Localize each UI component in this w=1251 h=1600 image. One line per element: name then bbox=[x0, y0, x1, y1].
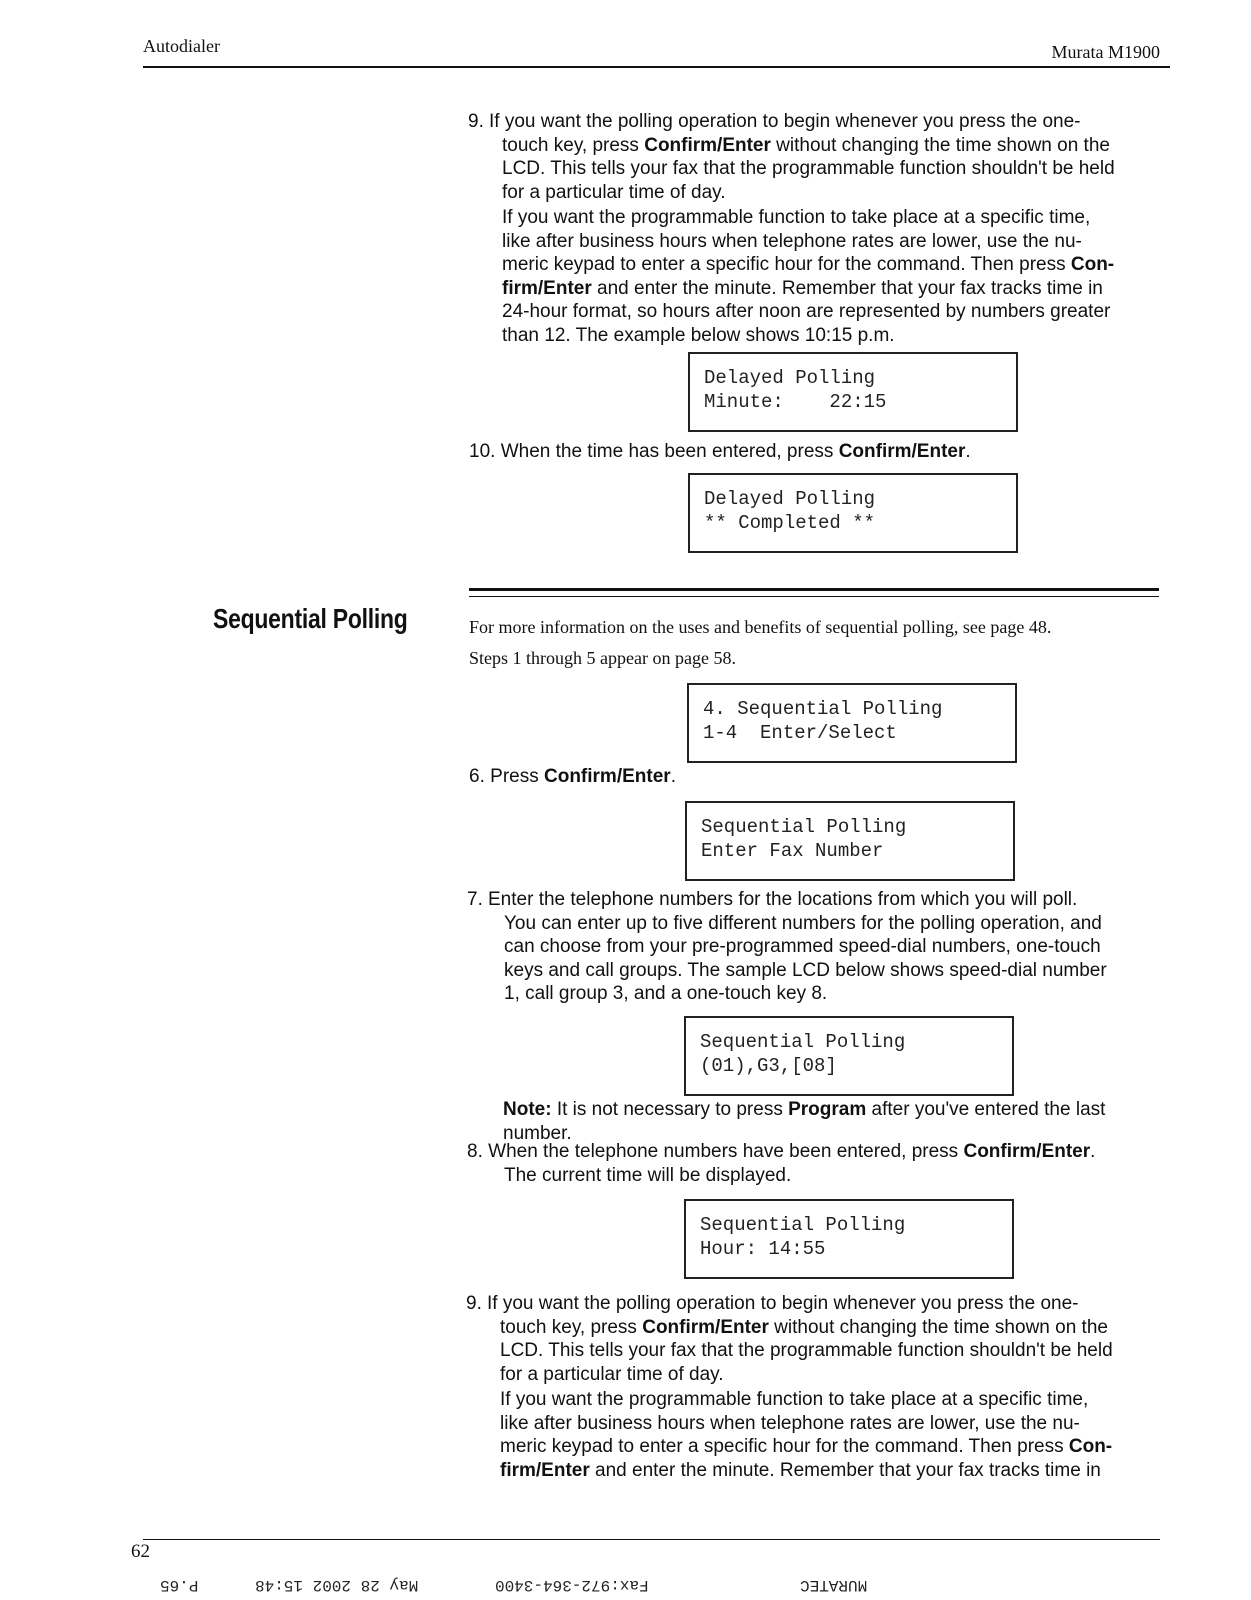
step-line: If you want the programmable function to take place at a specific time, bbox=[502, 207, 1091, 228]
running-header-right: Murata M1900 bbox=[1051, 42, 1160, 62]
section-rule-thin bbox=[469, 596, 1159, 597]
step-line: touch key, press Confirm/Enter without changing the time shown on the bbox=[500, 1316, 1108, 1338]
step-line: meric keypad to enter a specific hour for the command. Then press Con- bbox=[502, 254, 1115, 275]
step-line: firm/Enter and enter the minute. Remember that your fax tracks time in bbox=[500, 1459, 1101, 1481]
step-line: LCD. This tells your fax that the programmable function shouldn't be held bbox=[500, 1340, 1113, 1361]
footer-rule bbox=[143, 1539, 1160, 1540]
step-number: 9. bbox=[466, 1293, 482, 1314]
step-line: You can enter up to five different numbers for the polling operation, and bbox=[504, 912, 1102, 934]
step-line: for a particular time of day. bbox=[500, 1363, 724, 1385]
lcd-display-enter-fax-number: Sequential Polling Enter Fax Number bbox=[685, 801, 1015, 881]
step-line: meric keypad to enter a specific hour for the command. Then press Con- bbox=[500, 1436, 1113, 1457]
step-line: If you want the polling operation to begin whenever you press the one- bbox=[489, 111, 1081, 132]
header-rule bbox=[143, 66, 1170, 68]
intro-text: For more information on the uses and benefits of sequential polling, see page 48. bbox=[469, 617, 1052, 637]
step-line: like after business hours when telephone rates are lower, use the nu- bbox=[502, 230, 1082, 252]
section-title: Sequential Polling bbox=[213, 603, 408, 634]
intro-text: Steps 1 through 5 appear on page 58. bbox=[469, 648, 736, 668]
lcd-display-delayed-completed: Delayed Polling ** Completed ** bbox=[688, 473, 1018, 553]
step-number: 9. bbox=[468, 111, 484, 132]
fax-page: P.65 bbox=[160, 1576, 199, 1594]
step-line: keys and call groups. The sample LCD below shows speed-dial number bbox=[504, 959, 1107, 981]
step-line: Enter the telephone numbers for the locations from which you will poll. bbox=[488, 889, 1078, 910]
fax-sender: MURATEC bbox=[800, 1576, 868, 1594]
step-line: for a particular time of day. bbox=[502, 181, 726, 203]
section-rule-thick bbox=[469, 588, 1159, 591]
step-line: If you want the programmable function to take place at a specific time, bbox=[500, 1389, 1089, 1410]
step-8: 8. When the telephone numbers have been entered, press Confirm/Enter. The current time will be displayed. bbox=[467, 1141, 1096, 1186]
fax-number: Fax:972-364-3400 bbox=[495, 1576, 649, 1594]
step-line: 24-hour format, so hours after noon are represented by numbers greater bbox=[502, 301, 1111, 322]
step-line: LCD. This tells your fax that the programmable function shouldn't be held bbox=[502, 158, 1115, 179]
lcd-display-hour: Sequential Polling Hour: 14:55 bbox=[684, 1199, 1014, 1279]
step-6: 6. Press Confirm/Enter. bbox=[469, 766, 676, 787]
step-line: firm/Enter and enter the minute. Remember that your fax tracks time in bbox=[502, 277, 1103, 299]
step-line: If you want the polling operation to begin whenever you press the one- bbox=[487, 1293, 1079, 1314]
step-line: like after business hours when telephone rates are lower, use the nu- bbox=[500, 1412, 1080, 1434]
step-10: 10. When the time has been entered, press Confirm/Enter. bbox=[469, 441, 971, 462]
running-header-left: Autodialer bbox=[143, 36, 220, 56]
step-line: than 12. The example below shows 10:15 p.m. bbox=[502, 324, 895, 346]
lcd-display-fax-numbers: Sequential Polling (01),G3,[08] bbox=[684, 1016, 1014, 1096]
fax-date: May 28 2002 15:48 bbox=[255, 1576, 419, 1594]
note: Note: It is not necessary to press Program after you've entered the last number. bbox=[503, 1099, 1106, 1144]
step-line: can choose from your pre-programmed speed-dial numbers, one-touch bbox=[504, 936, 1101, 957]
lcd-display-delayed-minute: Delayed Polling Minute: 22:15 bbox=[688, 352, 1018, 432]
lcd-display-sequential-menu: 4. Sequential Polling 1-4 Enter/Select bbox=[687, 683, 1017, 763]
step-line: touch key, press Confirm/Enter without changing the time shown on the bbox=[502, 134, 1110, 156]
fax-transmission-header bbox=[0, 1576, 1251, 1600]
page-number: 62 bbox=[131, 1541, 150, 1562]
step-line: 1, call group 3, and a one-touch key 8. bbox=[504, 983, 828, 1004]
